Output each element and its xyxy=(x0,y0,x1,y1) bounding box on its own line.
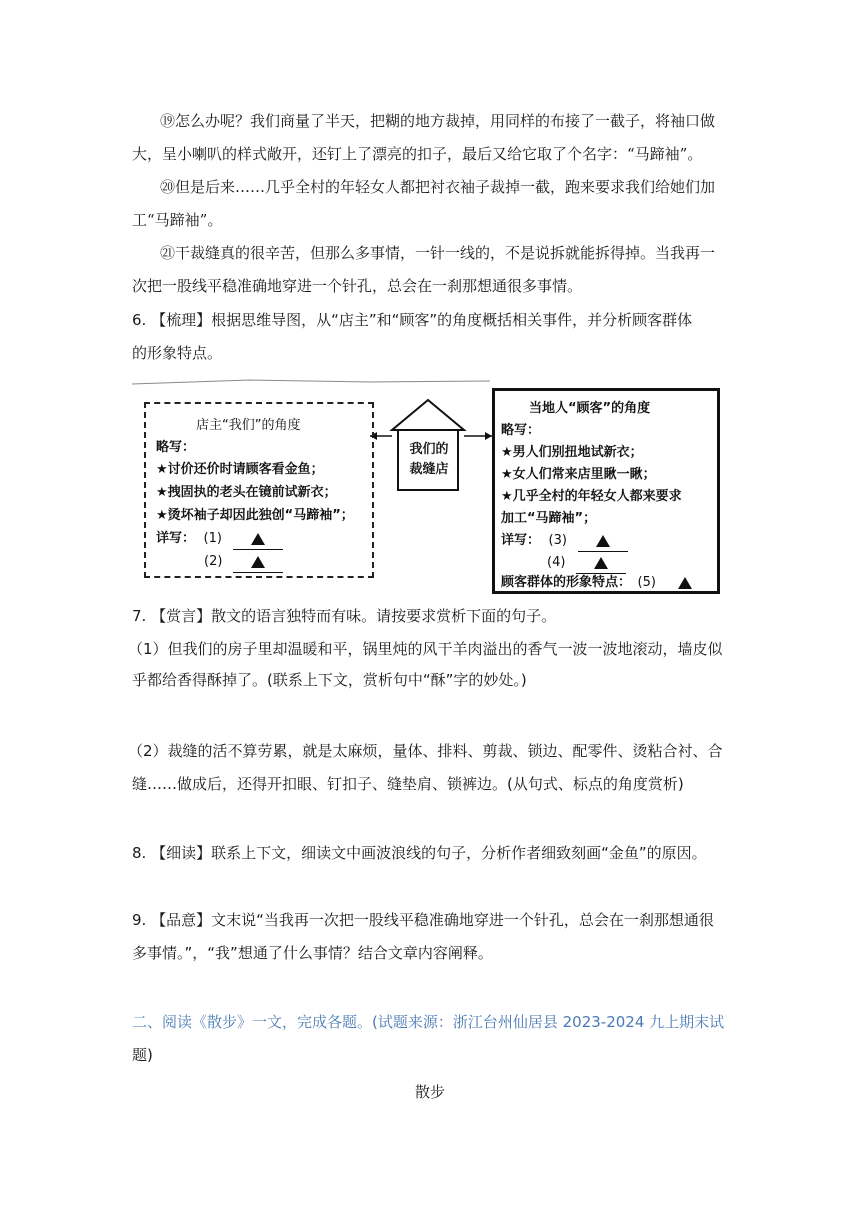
blank-4-number: (4) xyxy=(547,555,566,570)
question-9-line-2: 多事情。”，“我”想通了什么事情？结合文章内容阐释。 xyxy=(132,944,493,962)
question-7-sentence-2-line-1: （2）裁缝的活不算劳累，就是太麻烦，量体、排料、剪裁、锁边、配零件、烫粘合衬、合 xyxy=(128,742,723,760)
shop-label-line-2: 裁缝店 xyxy=(409,462,449,477)
blank-3-field[interactable] xyxy=(578,531,628,552)
para-20-line-2: 工“马蹄袖”。 xyxy=(132,211,223,229)
para-19-line-2: 大，呈小喇叭的样式敞开，还钉上了漂亮的扣子，最后又给它取了个名字：“马蹄袖”。 xyxy=(132,145,703,163)
blank-3-number: (3) xyxy=(548,533,567,548)
shop-label xyxy=(400,440,458,480)
customer-detail-label: 详写： xyxy=(501,533,541,548)
blank-4-field[interactable] xyxy=(576,553,626,574)
blank-2-number: (2) xyxy=(204,554,223,569)
triangle-icon xyxy=(594,557,608,569)
question-7-sentence-1-line-2: 乎都给香得酥掉了。(联系上下文，赏析句中“酥”字的妙处。) xyxy=(132,671,527,689)
triangle-icon xyxy=(251,533,265,545)
question-6-line-2: 的形象特点。 xyxy=(132,344,223,362)
shop-label-line-1: 我们的 xyxy=(409,442,449,457)
section-2-heading-line-1: 二、阅读《散步》一文，完成各题。(试题来源：浙江台州仙居县 2023-2024 九上期末试 xyxy=(132,1013,725,1031)
customer-item-2: ★女人们常来店里瞅一瞅； xyxy=(501,467,656,482)
blank-5-number: (5) xyxy=(637,575,656,590)
customer-detail-row-2 xyxy=(547,553,626,574)
owner-item-3: ★烫坏袖子却因此独创“马蹄袖”； xyxy=(156,508,354,523)
para-21-line-1: ㉑干裁缝真的很辛苦，但那么多事情，一针一线的，不是说拆就能拆得掉。当我再一 xyxy=(160,244,716,262)
blank-1-field[interactable] xyxy=(233,529,283,550)
blank-1-number: (1) xyxy=(203,531,222,546)
question-7-sentence-1-line-1: （1）但我们的房子里却温暖和平，锅里炖的风干羊肉溢出的香气一波一波地滚动，墙皮似 xyxy=(128,640,723,658)
owner-detail-label: 详写： xyxy=(156,531,196,546)
customer-item-1: ★男人们别扭地试新衣； xyxy=(501,445,643,460)
owner-item-2: ★拽固执的老头在镜前试新衣； xyxy=(156,485,337,500)
blank-5-field[interactable] xyxy=(667,573,703,594)
customer-trait-label: 顾客群体的形象特点： xyxy=(501,575,632,590)
owner-brief-label: 略写： xyxy=(156,440,196,455)
triangle-icon xyxy=(251,556,265,568)
question-8-line-1: 8. 【细读】联系上下文，细读文中画波浪线的句子，分析作者细致刻画“金鱼”的原因。 xyxy=(132,844,707,862)
house-roof-icon xyxy=(392,400,464,430)
blank-2-field[interactable] xyxy=(233,552,283,573)
customer-brief-label: 略写： xyxy=(501,423,541,438)
para-20-line-1: ⑳但是后来……几乎全村的年轻女人都把衬衣袖子裁掉一截，跑来要求我们给她们加 xyxy=(160,178,716,196)
owner-detail-row-2 xyxy=(204,552,283,573)
question-9-line-1: 9. 【品意】文末说“当我再一次把一股线平稳准确地穿进一个针孔，总会在一刹那想通很 xyxy=(132,911,714,929)
customer-item-3: ★几乎全村的年轻女人都来要求 xyxy=(501,489,682,504)
owner-perspective-box xyxy=(144,402,374,578)
question-7-line-1: 7. 【赏言】散文的语言独特而有味。请按要求赏析下面的句子。 xyxy=(132,607,557,625)
para-21-line-2: 次把一股线平稳准确地穿进一个针孔，总会在一刹那想通很多事情。 xyxy=(132,277,583,295)
customer-item-3-cont: 加工“马蹄袖”； xyxy=(501,511,597,526)
owner-box-title: 店主“我们”的角度 xyxy=(196,418,301,433)
customer-perspective-box xyxy=(492,388,720,594)
customer-box-title: 当地人“顾客”的角度 xyxy=(529,401,651,416)
owner-detail-row-1 xyxy=(156,529,283,550)
owner-item-1: ★讨价还价时请顾客看金鱼； xyxy=(156,462,324,477)
right-arrowhead-icon xyxy=(485,432,492,440)
triangle-icon xyxy=(596,535,610,547)
question-6-line-1: 6. 【梳理】根据思维导图，从“店主”和“顾客”的角度概括相关事件，并分析顾客群体 xyxy=(132,311,693,329)
question-7-sentence-2-line-2: 缝……做成后，还得开扣眼、钉扣子、缝垫肩、锁裤边。(从句式、标点的角度赏析) xyxy=(132,775,684,793)
passage-title: 散步 xyxy=(414,1083,445,1101)
triangle-icon xyxy=(678,577,692,589)
customer-trait-row xyxy=(501,573,703,594)
customer-detail-row-1 xyxy=(501,531,628,552)
mind-map-diagram xyxy=(130,378,730,596)
section-2-heading-line-2: 题) xyxy=(132,1046,153,1064)
para-19-line-1: ⑲怎么办呢？我们商量了半天，把糊的地方裁掉，用同样的布接了一截子，将袖口做 xyxy=(160,112,716,130)
scan-line-decoration xyxy=(132,380,490,384)
